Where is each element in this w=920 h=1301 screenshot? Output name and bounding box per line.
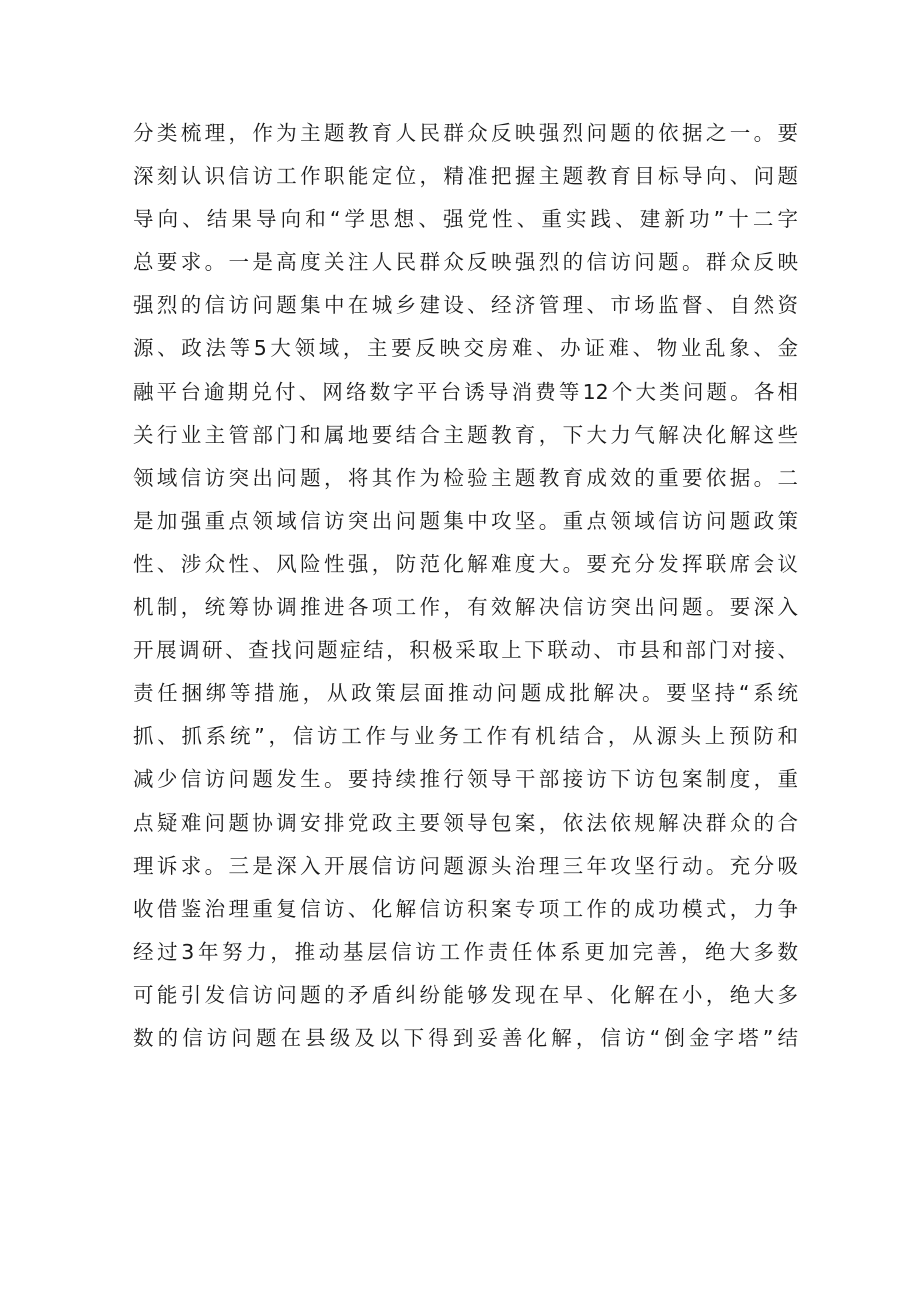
text-line: 深刻认识信访工作职能定位，精准把握主题教育目标导向、问题 bbox=[133, 164, 798, 189]
text-line: 理诉求。三是深入开展信访问题源头治理三年攻坚行动。充分吸 bbox=[133, 853, 798, 878]
text-line: 关行业主管部门和属地要结合主题教育，下大力气解决化解这些 bbox=[133, 422, 798, 447]
text-line: 机制，统筹协调推进各项工作，有效解决信访突出问题。要深入 bbox=[133, 595, 798, 620]
text-line: 源、政法等5大领域，主要反映交房难、办证难、物业乱象、金 bbox=[133, 336, 798, 361]
text-line: 融平台逾期兑付、网络数字平台诱导消费等12个大类问题。各相 bbox=[133, 379, 798, 404]
body-paragraph bbox=[133, 112, 798, 1060]
text-line: 领域信访突出问题，将其作为检验主题教育成效的重要依据。二 bbox=[133, 465, 798, 490]
text-line: 性、涉众性、风险性强，防范化解难度大。要充分发挥联席会议 bbox=[133, 551, 798, 576]
text-line: 减少信访问题发生。要持续推行领导干部接访下访包案制度，重 bbox=[133, 767, 798, 792]
text-line: 总要求。一是高度关注人民群众反映强烈的信访问题。群众反映 bbox=[133, 250, 798, 275]
text-line: 抓、抓系统”，信访工作与业务工作有机结合，从源头上预防和 bbox=[133, 724, 798, 749]
text-line: 是加强重点领域信访突出问题集中攻坚。重点领域信访问题政策 bbox=[133, 508, 798, 533]
text-line: 分类梳理，作为主题教育人民群众反映强烈问题的依据之一。要 bbox=[133, 121, 798, 145]
text-line: 经过3年努力，推动基层信访工作责任体系更加完善，绝大多数 bbox=[133, 939, 798, 964]
text-line: 强烈的信访问题集中在城乡建设、经济管理、市场监督、自然资 bbox=[133, 293, 798, 318]
text-line: 可能引发信访问题的矛盾纠纷能够发现在早、化解在小，绝大多 bbox=[133, 982, 798, 1007]
text-line: 数的信访问题在县级及以下得到妥善化解，信访“倒金字塔”结 bbox=[133, 1025, 798, 1050]
text-line: 开展调研、查找问题症结，积极采取上下联动、市县和部门对接、 bbox=[133, 638, 798, 663]
text-line: 点疑难问题协调安排党政主要领导包案，依法依规解决群众的合 bbox=[133, 810, 798, 835]
text-line: 导向、结果导向和“学思想、强党性、重实践、建新功”十二字 bbox=[133, 207, 798, 232]
text-line: 责任捆绑等措施，从政策层面推动问题成批解决。要坚持“系统 bbox=[133, 681, 798, 706]
text-line: 收借鉴治理重复信访、化解信访积案专项工作的成功模式，力争 bbox=[133, 896, 798, 921]
